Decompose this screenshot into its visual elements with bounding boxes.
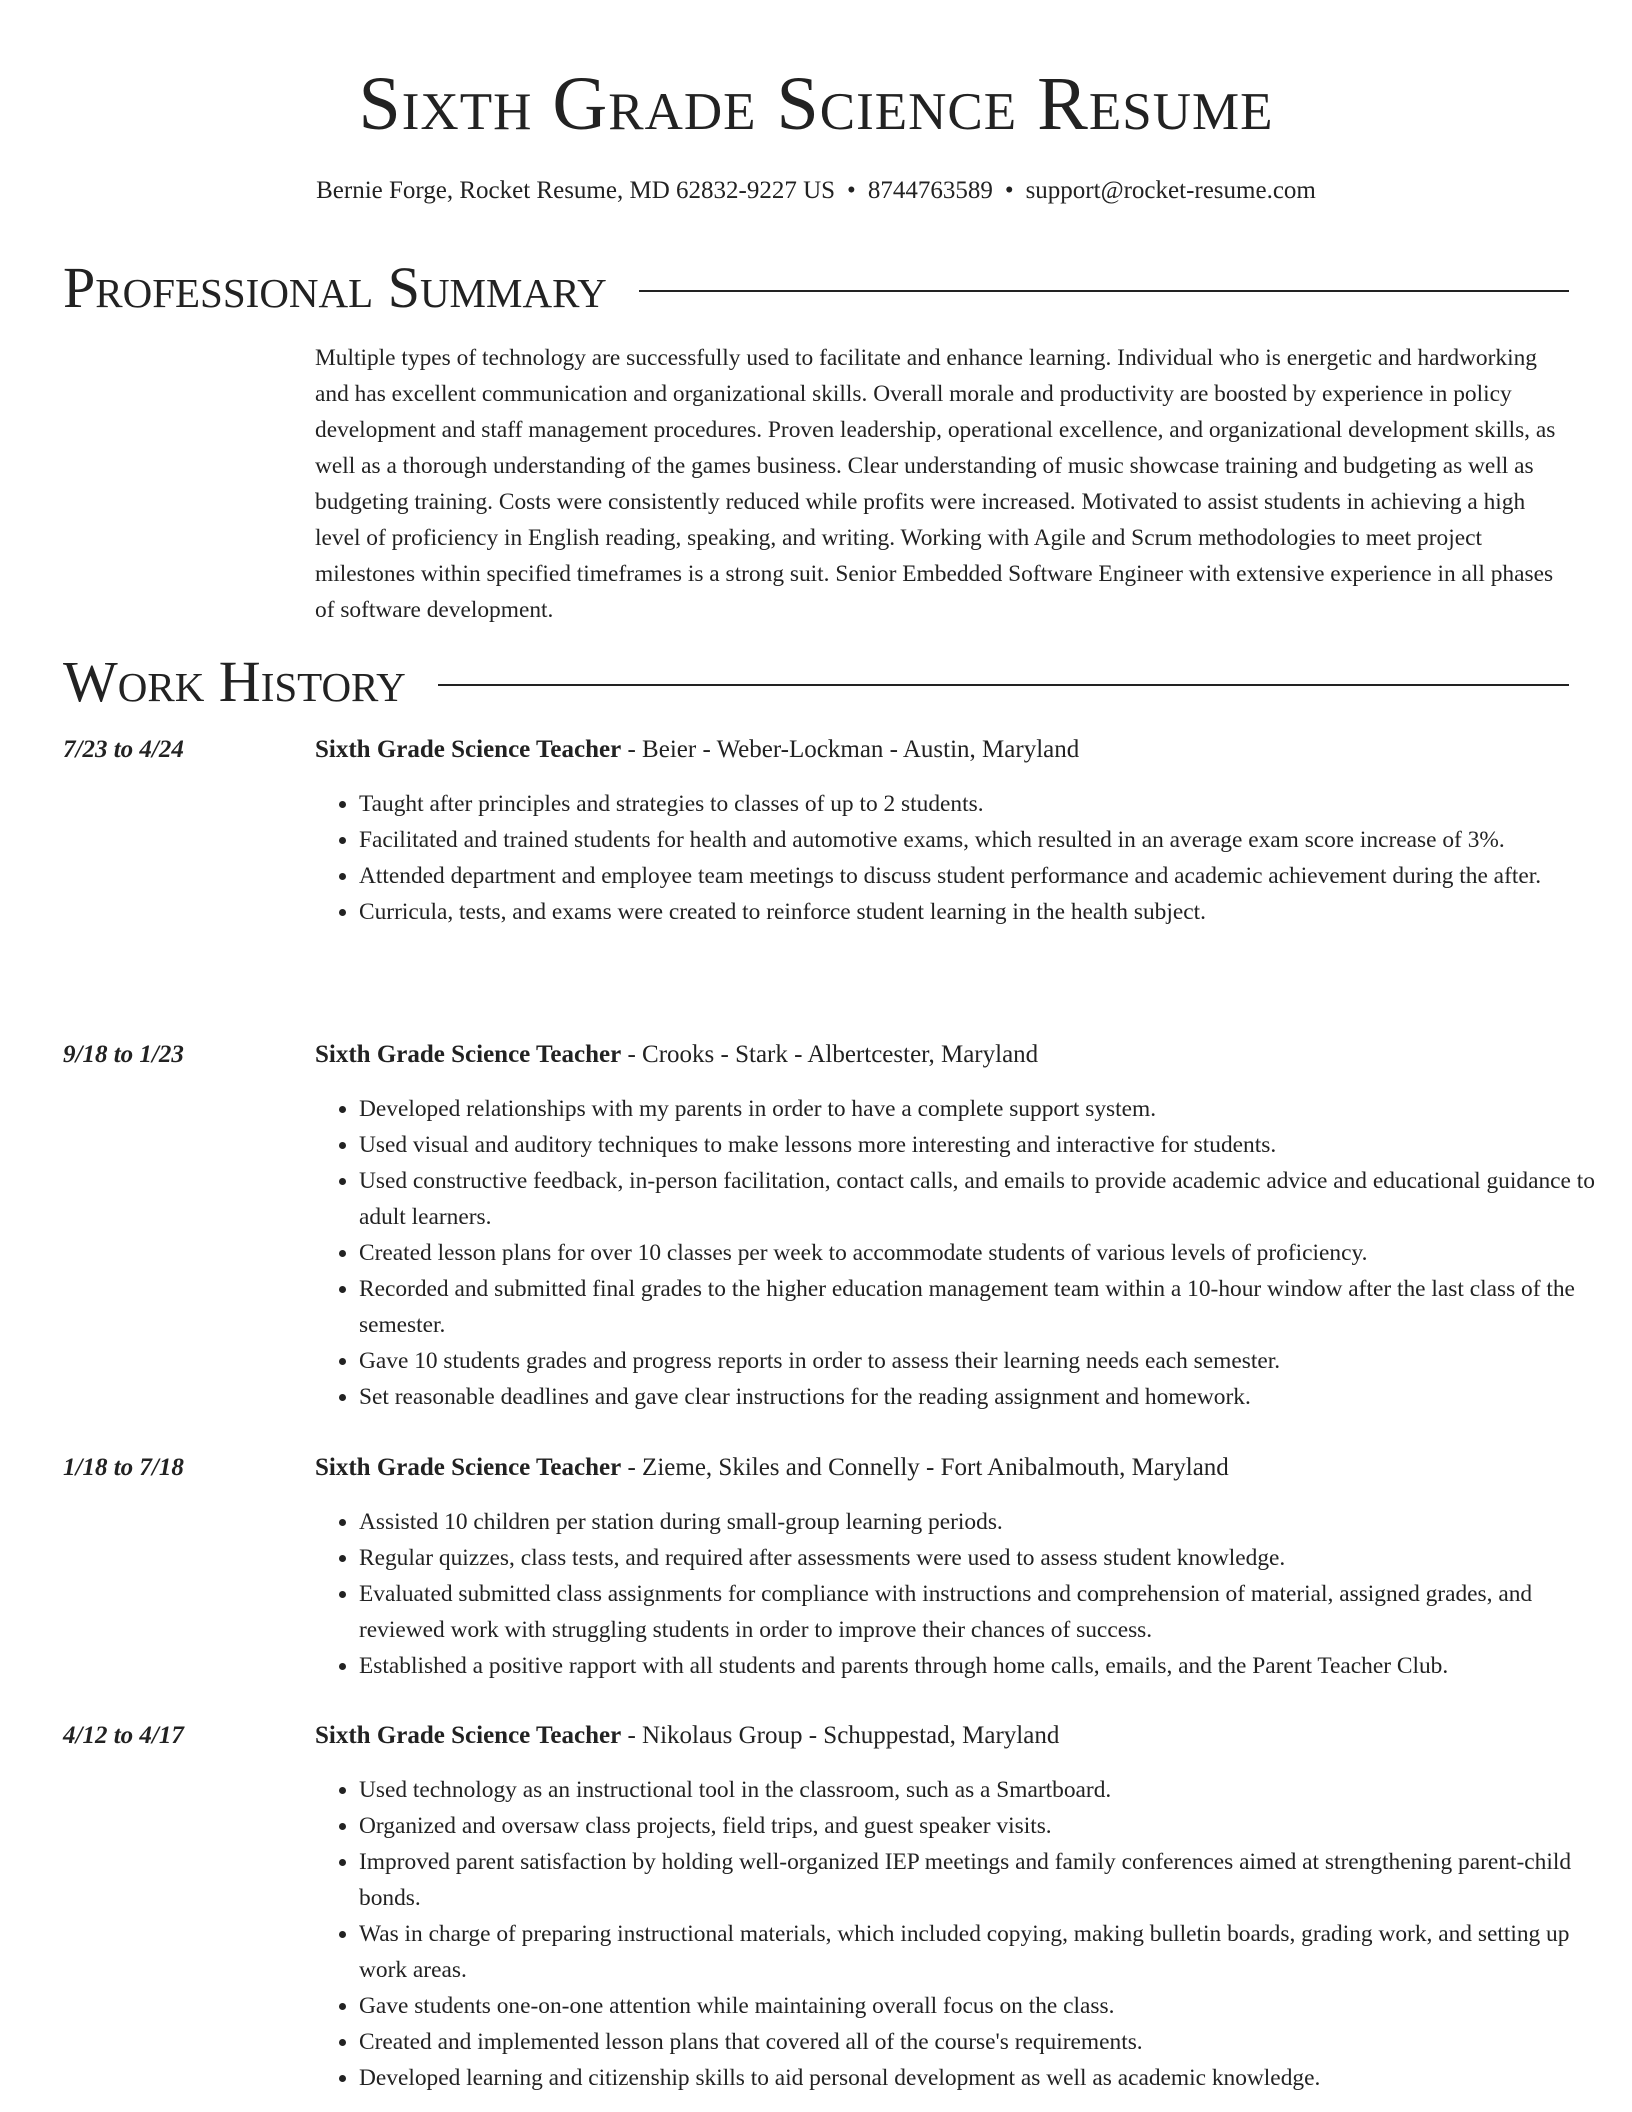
job-bullet: • Taught after principles and strategies to classes of up to 2 students. <box>359 786 1613 822</box>
job-bullet: • Established a positive rapport with all students and parents through home calls, emails, and the Parent Teacher Club. <box>359 1648 1613 1684</box>
job-bullet-list <box>315 786 1613 930</box>
work-history-heading <box>63 647 1569 717</box>
section-divider <box>639 290 1569 292</box>
section-divider <box>438 684 1569 686</box>
job-bullet: • Curricula, tests, and exams were created to reinforce student learning in the health subject. <box>359 894 1613 930</box>
job-bullet-list <box>315 1091 1613 1415</box>
job-dates: 1/18 to 7/18 <box>63 1454 184 1481</box>
job-bullet: • Regular quizzes, class tests, and required after assessments were used to assess student knowledge. <box>359 1540 1613 1576</box>
job-company-location: - Beier - Weber-Lockman - Austin, Maryland <box>621 736 1080 763</box>
job-title: Sixth Grade Science Teacher <box>315 1041 622 1068</box>
job-dates: 4/12 to 4/17 <box>63 1722 184 1749</box>
job-heading <box>315 1718 1059 1754</box>
job-bullet: • Facilitated and trained students for health and automotive exams, which resulted in an average exam score increase of 3%. <box>359 822 1613 858</box>
job-company-location: - Zieme, Skiles and Connelly - Fort Anibalmouth, Maryland <box>621 1454 1229 1481</box>
job-bullet: • Developed learning and citizenship skills to aid personal development as well as academic knowledge. <box>359 2060 1613 2096</box>
job-bullet: • Created lesson plans for over 10 classes per week to accommodate students of various levels of proficiency. <box>359 1235 1613 1271</box>
job-bullet: • Used visual and auditory techniques to make lessons more interesting and interactive for students. <box>359 1127 1613 1163</box>
job-bullet: • Created and implemented lesson plans that covered all of the course's requirements. <box>359 2024 1613 2060</box>
job-company-location: - Nikolaus Group - Schuppestad, Maryland <box>621 1722 1060 1749</box>
job-heading <box>315 1037 1038 1073</box>
job-title: Sixth Grade Science Teacher <box>315 1454 622 1481</box>
section-title: Professional Summary <box>63 255 607 320</box>
contact-separator: • <box>1004 177 1014 204</box>
job-bullet: • Was in charge of preparing instructional materials, which included copying, making bulletin boards, grading work, and setting up work areas. <box>359 1916 1613 1988</box>
job-heading <box>315 732 1079 768</box>
professional-summary-heading <box>63 253 1569 323</box>
resume-title: Sixth Grade Science Resume <box>358 62 1274 146</box>
job-bullet: • Set reasonable deadlines and gave clear instructions for the reading assignment and homework. <box>359 1379 1613 1415</box>
summary-paragraph: Multiple types of technology are successfully used to facilitate and enhance learning. Individual who is energetic and hardworking and has excellent communication and organizational skills. Overall morale and productivity are boosted by experience in policy development and staff management procedures. Proven leadership, operational excellence, and organizational development skills, as well as a thorough understanding of the games business. Clear understanding of music showcase training and budgeting as well as budgeting training. Costs were consistently reduced while profits were increased. Motivated to assist students in achieving a high level of proficiency in English reading, speaking, and writing. Working with Agile and Scrum methodologies to meet project milestones within specified timeframes is a strong suit. Senior Embedded Software Engineer with extensive experience in all phases of software development. <box>315 345 1556 623</box>
contact-address: Bernie Forge, Rocket Resume, MD 62832-9227 US <box>316 177 836 204</box>
job-dates: 7/23 to 4/24 <box>63 736 184 763</box>
job-bullet-list <box>315 1772 1613 2096</box>
job-bullet: • Assisted 10 children per station during small-group learning periods. <box>359 1504 1613 1540</box>
job-bullet: • Gave students one-on-one attention while maintaining overall focus on the class. <box>359 1988 1613 2024</box>
section-title: Work History <box>63 649 406 714</box>
contact-line <box>0 174 1632 208</box>
contact-separator: • <box>847 177 856 204</box>
job-title: Sixth Grade Science Teacher <box>315 1722 622 1749</box>
contact-phone: 8744763589 <box>867 177 993 204</box>
job-bullet: • Recorded and submitted final grades to the higher education management team within a 10-hour window after the last class of the semester. <box>359 1271 1613 1343</box>
contact-email: support@rocket-resume.com <box>1025 177 1316 204</box>
job-company-location: - Crooks - Stark - Albertcester, Maryland <box>621 1041 1039 1068</box>
job-bullet: • Improved parent satisfaction by holding well-organized IEP meetings and family conferences aimed at strengthening parent-child bonds. <box>359 1844 1613 1916</box>
job-bullet: • Evaluated submitted class assignments for compliance with instructions and comprehension of material, assigned grades, and reviewed work with struggling students in order to improve their chances of success. <box>359 1576 1613 1648</box>
job-bullet: • Attended department and employee team meetings to discuss student performance and academic achievement during the after. <box>359 858 1613 894</box>
job-title: Sixth Grade Science Teacher <box>315 736 622 763</box>
job-bullet: • Organized and oversaw class projects, field trips, and guest speaker visits. <box>359 1808 1613 1844</box>
job-bullet: • Used technology as an instructional tool in the classroom, such as a Smartboard. <box>359 1772 1613 1808</box>
job-bullet: • Developed relationships with my parents in order to have a complete support system. <box>359 1091 1613 1127</box>
job-heading <box>315 1450 1229 1486</box>
job-bullet-list <box>315 1504 1613 1684</box>
job-bullet: • Used constructive feedback, in-person facilitation, contact calls, and emails to provide academic advice and educational guidance to adult learners. <box>359 1163 1613 1235</box>
job-dates: 9/18 to 1/23 <box>63 1041 184 1068</box>
job-bullet: • Gave 10 students grades and progress reports in order to assess their learning needs each semester. <box>359 1343 1613 1379</box>
